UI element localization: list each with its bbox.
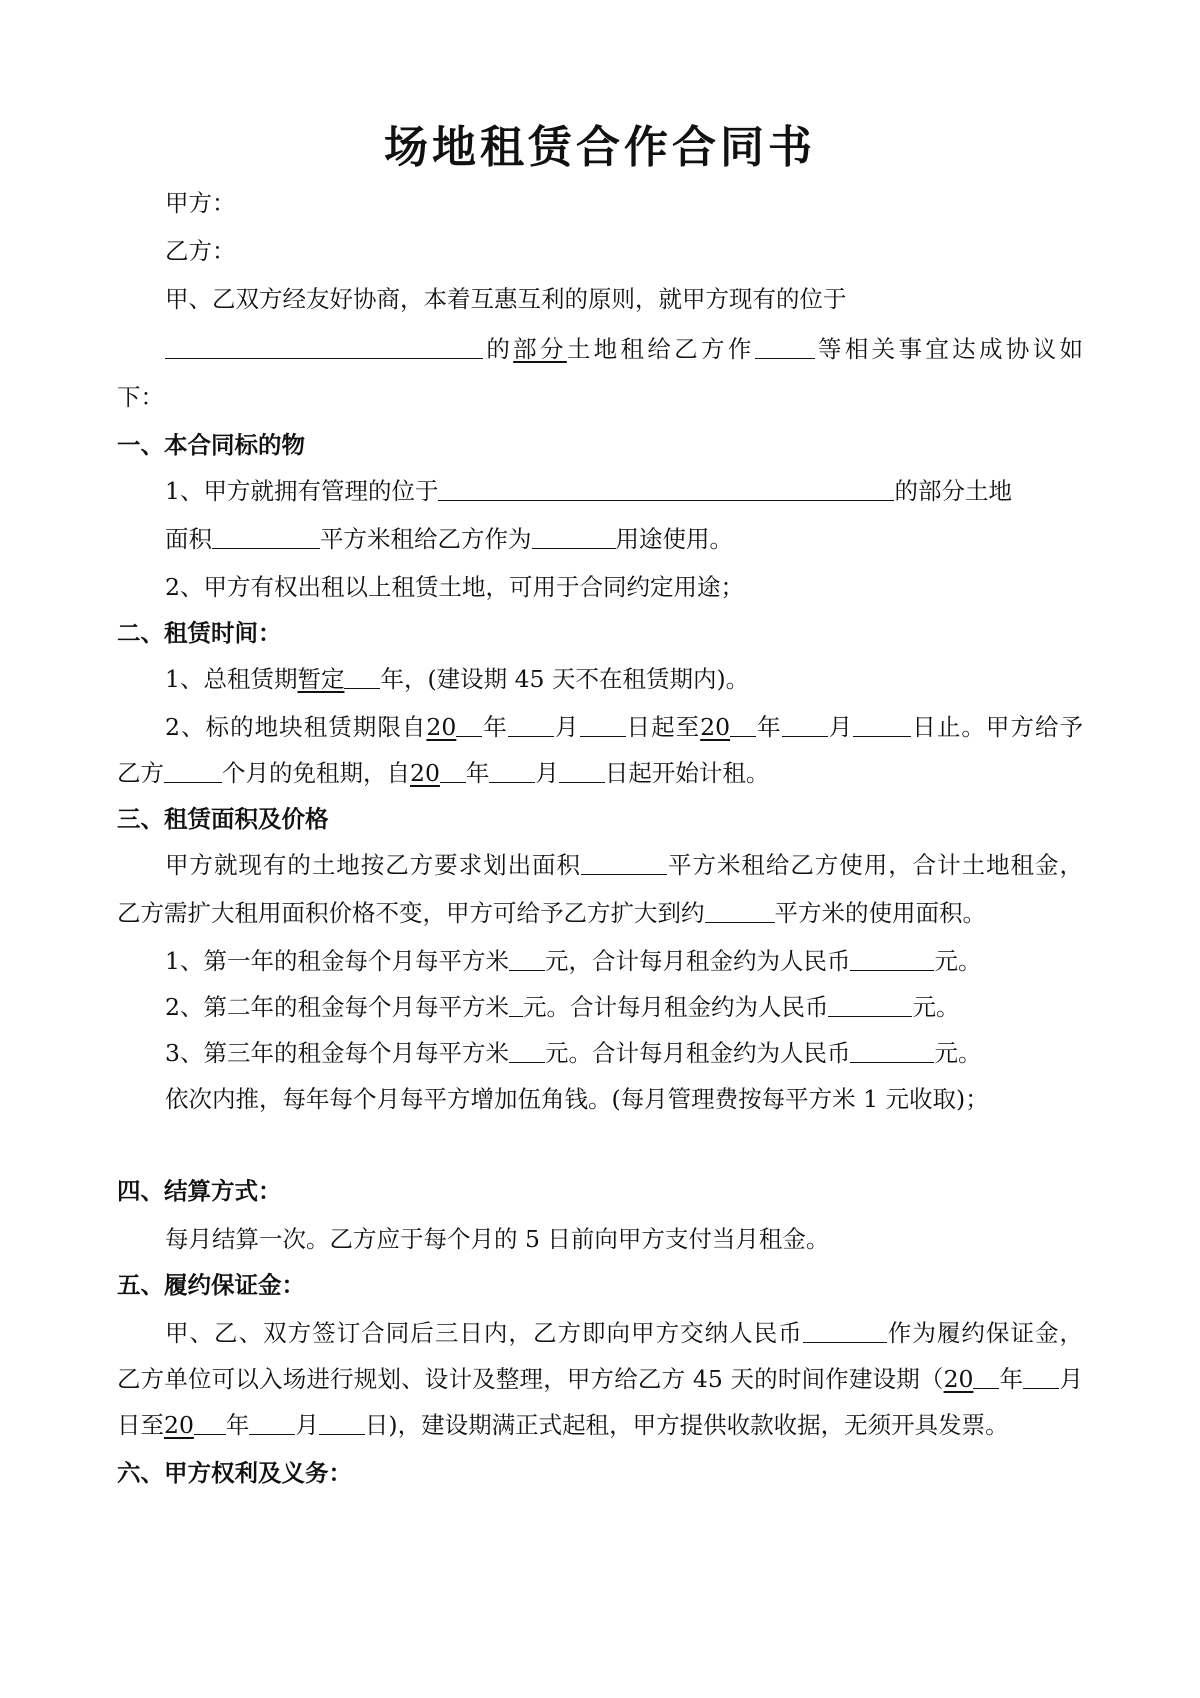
end-day-blank[interactable] bbox=[853, 710, 911, 737]
start-year-blank[interactable] bbox=[456, 710, 482, 737]
billing-day-blank[interactable] bbox=[559, 756, 605, 783]
section-6-heading: 六、甲方权利及义务： bbox=[117, 1459, 352, 1487]
build-end-month-blank[interactable] bbox=[249, 1408, 295, 1435]
section-1-item-1-line-2: 面积 平方米租给乙方作为 用途使用。 bbox=[165, 522, 733, 556]
expand-area-blank[interactable] bbox=[705, 896, 775, 923]
section-5-heading: 五、履约保证金： bbox=[117, 1271, 305, 1299]
section-1-heading: 一、本合同标的物 bbox=[117, 431, 305, 459]
intro-paragraph-line-2: 的部分土地租给乙方作 等相关事宜达成协议如 bbox=[165, 332, 1083, 366]
land-location-blank[interactable] bbox=[438, 474, 894, 501]
land-area-blank[interactable] bbox=[212, 522, 320, 549]
free-months-blank[interactable] bbox=[164, 756, 222, 783]
year-2-monthly-rent-blank[interactable] bbox=[828, 990, 912, 1017]
section-2-item-2-line-1: 2、标的地块租赁期限自20 年 月 日起至20 年 月 日止。甲方给予 bbox=[165, 710, 1083, 744]
section-5-paragraph-line-1: 甲、乙、双方签订合同后三日内，乙方即向甲方交纳人民币 作为履约保证金， bbox=[165, 1316, 1083, 1350]
billing-month-blank[interactable] bbox=[489, 756, 535, 783]
section-4-paragraph: 每月结算一次。乙方应于每个月的 5 日前向甲方支付当月租金。 bbox=[165, 1225, 830, 1253]
document-title: 场地租赁合作合同书 bbox=[384, 122, 816, 173]
purpose-blank[interactable] bbox=[755, 332, 815, 359]
section-5-paragraph-line-3: 日至20 年 月 日)，建设期满正式起租，甲方提供收款收据，无须开具发票。 bbox=[117, 1408, 1009, 1442]
billing-year-blank[interactable] bbox=[440, 756, 466, 783]
build-start-year-blank[interactable] bbox=[973, 1362, 999, 1389]
year-1-unit-price-blank[interactable] bbox=[509, 944, 545, 971]
intro-paragraph-line-1: 甲、乙双方经友好协商，本着互惠互利的原则，就甲方现有的位于 bbox=[165, 285, 847, 313]
section-2-item-1: 1、总租赁期暂定 年，(建设期 45 天不在租赁期内)。 bbox=[165, 662, 749, 696]
build-end-year-blank[interactable] bbox=[194, 1408, 226, 1435]
year-2-unit-price-blank[interactable] bbox=[509, 990, 523, 1017]
rent-area-blank[interactable] bbox=[581, 848, 667, 875]
year-3-monthly-rent-blank[interactable] bbox=[850, 1036, 934, 1063]
rent-increase-note: 依次内推，每年每个月每平方增加伍角钱。(每月管理费按每平方米 1 元收取)； bbox=[165, 1085, 989, 1113]
deposit-amount-blank[interactable] bbox=[803, 1316, 887, 1343]
build-end-day-blank[interactable] bbox=[319, 1408, 365, 1435]
section-1-item-2: 2、甲方有权出租以上租赁土地，可用于合同约定用途； bbox=[165, 573, 744, 601]
section-3-heading: 三、租赁面积及价格 bbox=[117, 805, 329, 833]
year-3-unit-price-blank[interactable] bbox=[509, 1036, 545, 1063]
section-2-item-2-line-2: 乙方 个月的免租期，自20 年 月 日起开始计租。 bbox=[117, 756, 769, 790]
end-month-blank[interactable] bbox=[782, 710, 828, 737]
rent-year-3: 3、第三年的租金每个月每平方米 元。合计每月租金约为人民币 元。 bbox=[165, 1036, 981, 1070]
party-b-line: 乙方： bbox=[165, 237, 236, 265]
land-use-blank[interactable] bbox=[532, 522, 616, 549]
section-2-heading: 二、租赁时间： bbox=[117, 619, 282, 647]
intro-paragraph-line-3: 下： bbox=[117, 383, 164, 411]
build-start-month-blank[interactable] bbox=[1023, 1362, 1059, 1389]
lease-years-blank[interactable] bbox=[344, 662, 380, 689]
section-5-paragraph-line-2: 乙方单位可以入场进行规划、设计及整理，甲方给乙方 45 天的时间作建设期（20 年 月 bbox=[117, 1362, 1083, 1396]
section-3-paragraph-line-1: 甲方就现有的土地按乙方要求划出面积 平方米租给乙方使用，合计土地租金， bbox=[165, 848, 1083, 882]
section-3-paragraph-line-2: 乙方需扩大租用面积价格不变，甲方可给予乙方扩大到约 平方米的使用面积。 bbox=[117, 896, 986, 930]
section-1-item-1-line-1: 1、甲方就拥有管理的位于 的部分土地 bbox=[165, 474, 1012, 508]
party-a-line: 甲方： bbox=[165, 189, 236, 217]
section-4-heading: 四、结算方式： bbox=[117, 1177, 282, 1205]
year-1-monthly-rent-blank[interactable] bbox=[850, 944, 934, 971]
end-year-blank[interactable] bbox=[730, 710, 756, 737]
rent-year-2: 2、第二年的租金每个月每平方米 元。合计每月租金约为人民币 元。 bbox=[165, 990, 959, 1024]
rent-year-1: 1、第一年的租金每个月每平方米 元，合计每月租金约为人民币 元。 bbox=[165, 944, 981, 978]
location-blank[interactable] bbox=[165, 332, 483, 359]
start-day-blank[interactable] bbox=[580, 710, 626, 737]
start-month-blank[interactable] bbox=[508, 710, 554, 737]
